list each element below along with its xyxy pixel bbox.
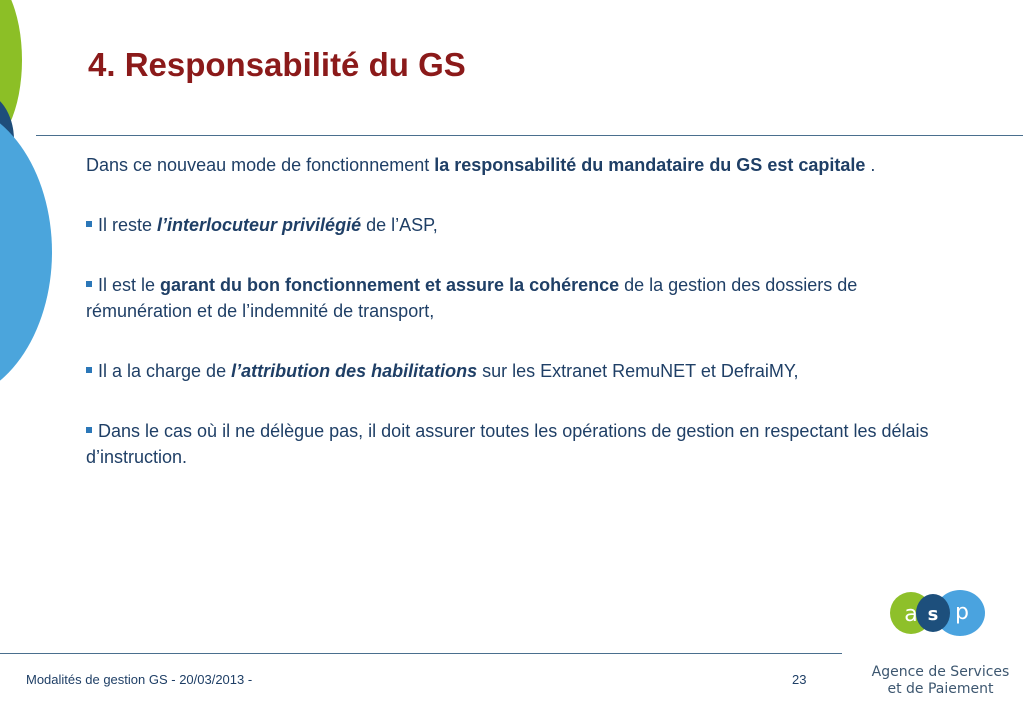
bullet-text: Il est le xyxy=(98,275,161,295)
page-number: 23 xyxy=(792,672,807,687)
bullet-bold-text: garant du bon fonctionnement et assure la cohérence xyxy=(160,275,620,295)
intro-bold-text: la responsabilité du mandataire du GS est capitale xyxy=(434,155,866,175)
organization-name xyxy=(858,664,1023,698)
intro-paragraph xyxy=(86,152,966,178)
blue-arc-shape xyxy=(0,102,52,402)
square-bullet-icon xyxy=(86,367,92,373)
bullet-bold-text: l’attribution des habilitations xyxy=(231,361,478,381)
logo-letter-s: s xyxy=(927,604,939,625)
square-bullet-icon xyxy=(86,427,92,433)
bullet-text-end: sur les Extranet RemuNET et DefraiMY, xyxy=(477,361,799,381)
bullet-item xyxy=(86,358,966,384)
square-bullet-icon xyxy=(86,221,92,227)
intro-text: Dans ce nouveau mode de fonctionnement xyxy=(86,155,435,175)
org-line-1: Agence de Services xyxy=(871,664,1010,680)
square-bullet-icon xyxy=(86,281,92,287)
bullet-bold-text: l’interlocuteur privilégié xyxy=(157,215,362,235)
slide-body xyxy=(86,152,966,504)
slide-title: 4. Responsabilité du GS xyxy=(88,46,466,83)
bullet-text-end: de l’ASP, xyxy=(361,215,438,235)
left-decoration xyxy=(0,0,60,420)
bullet-text: Dans le cas où il ne délègue pas, il doit assurer toutes les opérations de gestion en respectant les délais d’instruction. xyxy=(86,421,929,467)
org-line-2: et de Paiement xyxy=(887,681,994,697)
bullet-item xyxy=(86,418,966,470)
logo-letter-a: a xyxy=(904,602,918,627)
footer-text: Modalités de gestion GS - 20/03/2013 - xyxy=(26,672,253,687)
bullet-text: Il a la charge de xyxy=(98,361,232,381)
bullet-item xyxy=(86,212,966,238)
bullet-text-end: de la gestion des dossiers de rémunération et de l’indemnité de transport, xyxy=(86,275,858,321)
title-divider xyxy=(36,135,1023,136)
intro-text-end: . xyxy=(865,155,876,175)
asp-logo-icon xyxy=(888,586,992,642)
footer-divider xyxy=(0,653,842,654)
bullet-text: Il reste xyxy=(98,215,158,235)
bullet-item xyxy=(86,272,966,324)
logo-letter-p: p xyxy=(955,600,969,625)
